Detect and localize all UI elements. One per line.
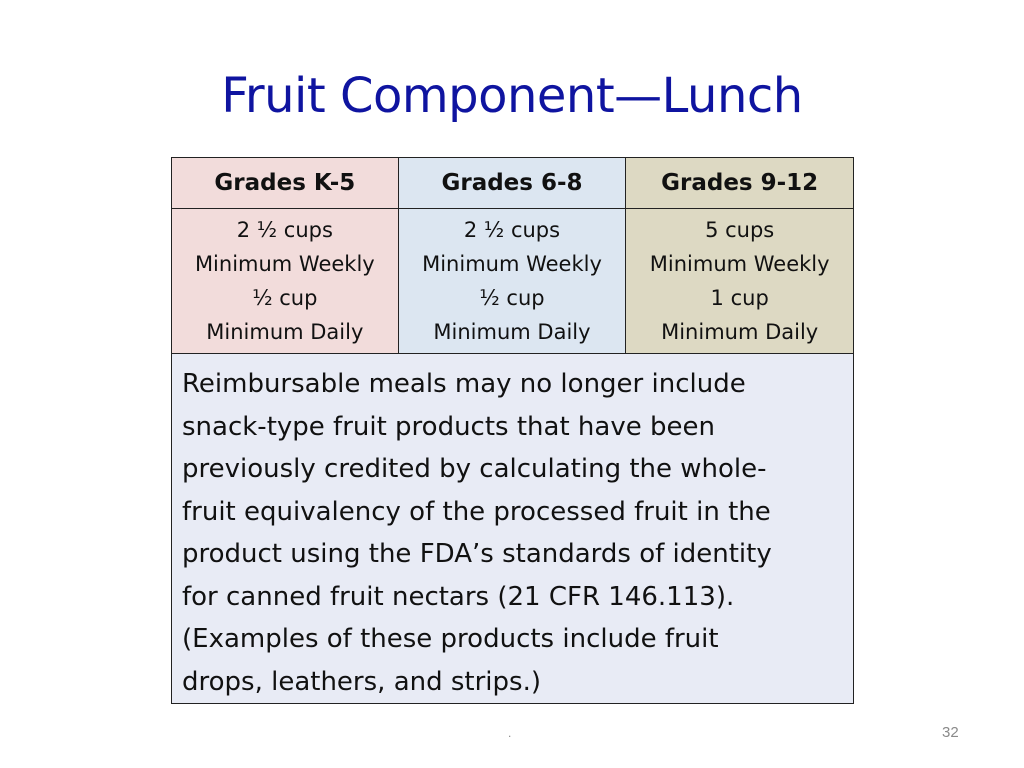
weekly-label: Minimum Weekly — [194, 252, 375, 276]
slide-number: 32 — [942, 724, 959, 741]
table-row-note — [172, 354, 854, 704]
note-line: product using the FDA’s standards of identity — [182, 539, 772, 569]
daily-amount: ½ cup — [252, 286, 318, 310]
daily-amount: ½ cup — [479, 286, 545, 310]
note-line: for canned fruit nectars (21 CFR 146.113). — [182, 581, 735, 612]
note-line: previously credited by calculating the whole- — [182, 454, 767, 484]
amounts-cell-k-5 — [172, 209, 399, 354]
footer-text: . — [508, 726, 512, 740]
note-line: fruit equivalency of the processed fruit in the — [182, 496, 771, 527]
weekly-amount: 2 ½ cups — [463, 218, 561, 242]
note-cell — [172, 354, 854, 704]
fruit-requirements-table — [171, 157, 854, 704]
note-line: drops, leathers, and strips.) — [182, 666, 541, 697]
weekly-label: Minimum Weekly — [422, 252, 602, 276]
daily-label: Minimum Daily — [661, 320, 819, 344]
table-header-row — [172, 158, 854, 209]
header-grades-k-5: Grades K-5 — [172, 158, 399, 209]
slide-title: Fruit Component—Lunch — [221, 68, 803, 124]
weekly-label: Minimum Weekly — [649, 252, 830, 276]
daily-label: Minimum Daily — [433, 320, 591, 344]
weekly-amount: 2 ½ cups — [236, 218, 333, 242]
daily-amount: 1 cup — [710, 286, 769, 310]
weekly-amount: 5 cups — [705, 218, 775, 242]
table-row-amounts — [172, 209, 854, 354]
daily-label: Minimum Daily — [206, 320, 364, 344]
note-line: (Examples of these products include fruit — [182, 624, 719, 654]
header-grades-9-12: Grades 9-12 — [626, 158, 854, 209]
note-line: snack-type fruit products that have been — [182, 411, 715, 442]
note-line: Reimbursable meals may no longer include — [182, 369, 746, 399]
amounts-cell-9-12 — [626, 209, 854, 354]
header-grades-6-8: Grades 6-8 — [398, 158, 626, 209]
amounts-cell-6-8 — [398, 209, 626, 354]
